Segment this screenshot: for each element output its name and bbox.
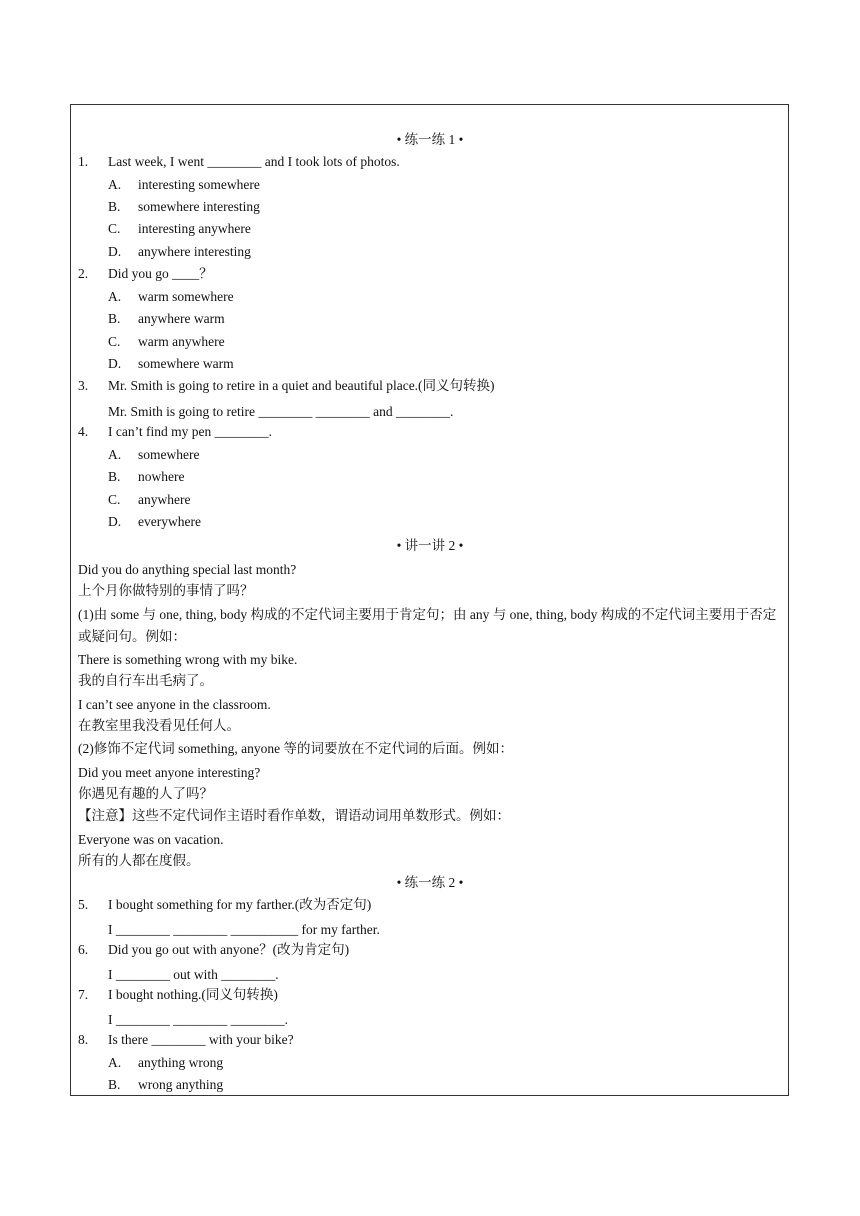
example-translation: 你遇见有趣的人了吗？ <box>78 786 213 801</box>
answer-line: Mr. Smith is going to retire ________ ________ and ________. <box>108 404 454 419</box>
section-heading-explain-2: • 讲一讲 2 • <box>396 538 464 553</box>
example-translation: 我的自行车出毛病了。 <box>78 673 213 688</box>
option-letter: C. <box>108 492 121 507</box>
question-text: Mr. Smith is going to retire in a quiet and beautiful place.(同义句转换) <box>108 378 495 393</box>
question-text: Last week, I went ________ and I took lots of photos. <box>108 154 400 169</box>
option-text: wrong anything <box>138 1077 224 1092</box>
option-letter: A. <box>108 177 122 192</box>
option-text: warm somewhere <box>138 289 234 304</box>
section-heading-practice-2: • 练一练 2 • <box>396 875 464 890</box>
question-text: Is there ________ with your bike? <box>108 1032 294 1047</box>
option-letter: C. <box>108 221 121 236</box>
option-text: anywhere warm <box>138 311 225 326</box>
option-text: somewhere warm <box>138 356 234 371</box>
option-letter: D. <box>108 356 122 371</box>
question-number: 4. <box>78 424 89 439</box>
option-text: somewhere <box>138 447 200 462</box>
section-heading-practice-1: • 练一练 1 • <box>396 132 464 147</box>
option-text: somewhere interesting <box>138 199 260 214</box>
option-letter: B. <box>108 469 121 484</box>
option-letter: A. <box>108 1055 122 1070</box>
example-sentence: I can’t see anyone in the classroom. <box>78 697 271 712</box>
question-number: 6. <box>78 942 89 957</box>
option-letter: B. <box>108 199 121 214</box>
option-text: anywhere interesting <box>138 244 251 259</box>
option-text: interesting somewhere <box>138 177 260 192</box>
question-number: 5. <box>78 897 89 912</box>
question-number: 3. <box>78 378 89 393</box>
question-number: 7. <box>78 987 89 1002</box>
example-translation: 所有的人都在度假。 <box>78 853 200 868</box>
option-text: interesting anywhere <box>138 221 251 236</box>
grammar-rule-2: (2)修饰不定代词 something, anyone 等的词要放在不定代词的后面。例如： <box>78 741 513 756</box>
option-text: warm anywhere <box>138 334 225 349</box>
example-translation: 在教室里我没看见任何人。 <box>78 718 240 733</box>
question-number: 8. <box>78 1032 89 1047</box>
question-text: I can’t find my pen ________. <box>108 424 272 439</box>
question-text: I bought something for my farther.(改为否定句) <box>108 897 372 912</box>
option-letter: D. <box>108 244 122 259</box>
answer-line: I ________ ________ __________ for my farther. <box>108 922 380 937</box>
option-text: anything wrong <box>138 1055 224 1070</box>
example-sentence: Everyone was on vacation. <box>78 832 224 847</box>
example-translation: 上个月你做特别的事情了吗？ <box>78 583 254 598</box>
example-sentence: Did you meet anyone interesting? <box>78 765 261 780</box>
example-sentence: There is something wrong with my bike. <box>78 652 298 667</box>
answer-line: I ________ ________ ________. <box>108 1012 288 1027</box>
answer-line: I ________ out with ________. <box>108 967 279 982</box>
option-letter: A. <box>108 447 122 462</box>
option-text: nowhere <box>138 469 185 484</box>
option-text: anywhere <box>138 492 191 507</box>
question-number: 1. <box>78 154 89 169</box>
option-letter: B. <box>108 311 121 326</box>
question-text: I bought nothing.(同义句转换) <box>108 987 278 1002</box>
grammar-rule-1: (1)由 some 与 one, thing, body 构成的不定代词主要用于肯定句；由 any 与 one, thing, body 构成的不定代词主要用于否定或疑问句。例如： <box>78 607 777 644</box>
option-letter: C. <box>108 334 121 349</box>
question-number: 2. <box>78 266 89 281</box>
question-text: Did you go ____？ <box>108 266 213 281</box>
option-letter: A. <box>108 289 122 304</box>
option-letter: D. <box>108 514 122 529</box>
example-sentence: Did you do anything special last month? <box>78 562 297 577</box>
option-letter: B. <box>108 1077 121 1092</box>
question-text: Did you go out with anyone？(改为肯定句) <box>108 942 350 957</box>
grammar-note: 【注意】这些不定代词作主语时看作单数，谓语动词用单数形式。例如： <box>78 808 510 823</box>
option-text: everywhere <box>138 514 201 529</box>
